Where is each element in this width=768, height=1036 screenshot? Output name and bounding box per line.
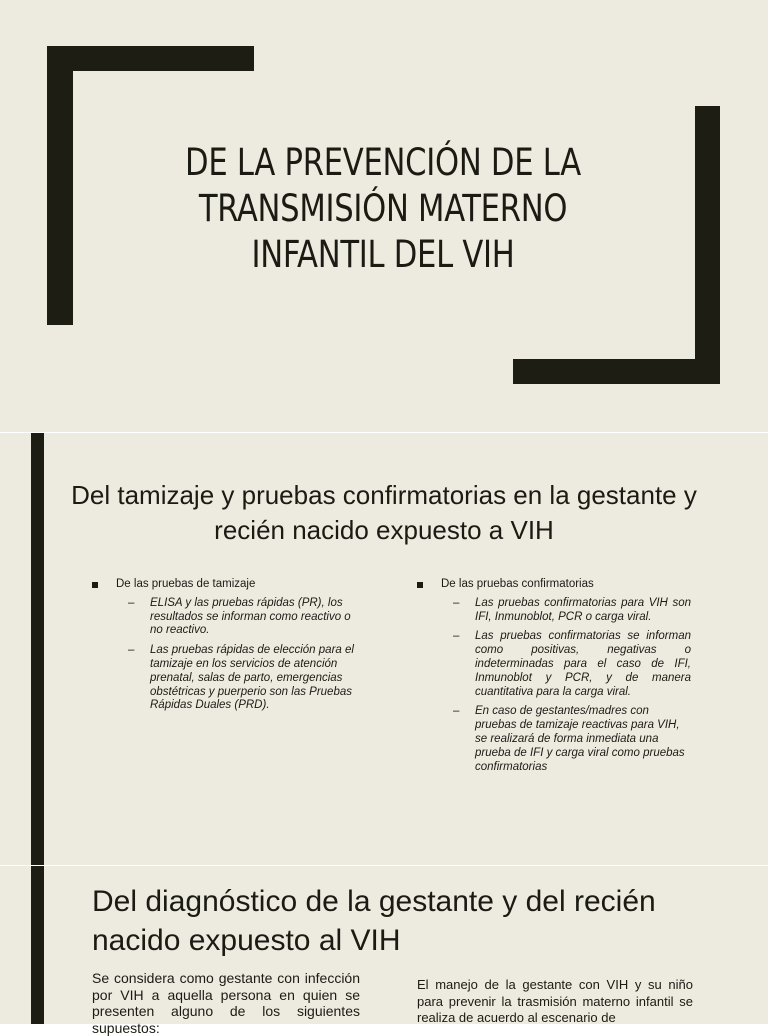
frame-bar-bottom-right-horizontal	[513, 359, 720, 384]
list-item: – Las pruebas rápidas de elección para el tamizaje en los servicios de atención prenatal, salas de parto, emergencias obstétricas y puerperio son las Pruebas Rápidas Duales (PRD).	[128, 644, 354, 712]
left-accent-bar	[31, 866, 44, 1024]
square-bullet-icon	[92, 582, 98, 588]
management-paragraph: El manejo de la gestante con VIH y su niño para prevenir la trasmisión materno infantil se realiza de acuerdo al escenario de	[417, 977, 693, 1025]
section-title: Del tamizaje y pruebas confirmatorias en la gestante y recién nacido expuesto a VIH	[71, 480, 697, 545]
list-item: – ELISA y las pruebas rápidas (PR), los resultados se informan como reactivo o no reactivo.	[128, 596, 351, 637]
definition-paragraph: Se considera como gestante con infección por VIH a aquella persona en quien se presenten alguno de los siguientes supuestos:	[92, 970, 360, 1036]
list-item: – En caso de gestantes/madres con pruebas de tamizaje reactivas para VIH, se realizará de forma inmediata una prueba de IFI y carga viral como pruebas confirmatorias	[453, 705, 685, 773]
frame-bar-top-left-vertical	[47, 46, 73, 325]
slide-title: DE LA PREVENCIÓN DE LA TRANSMISIÓN MATERNO INFANTIL DEL VIH	[185, 141, 581, 276]
frame-bar-bottom-right-vertical	[695, 106, 720, 384]
square-bullet-icon	[417, 582, 423, 588]
bullet-heading: De las pruebas de tamizaje	[92, 578, 366, 592]
confirmatory-column	[417, 578, 691, 780]
list-item: – Las pruebas confirmatorias se informan como positivas, negativas o indeterminadas para el caso de IFI, Inmunoblot y PCR, y de manera cuantitativa para la carga viral.	[453, 630, 691, 698]
diagnosis-slide	[0, 866, 768, 1036]
list-item: – Las pruebas confirmatorias para VIH son IFI, Inmunoblot, PCR o carga viral.	[453, 596, 691, 623]
title-slide	[0, 0, 768, 432]
section-title: Del diagnóstico de la gestante y del recién nacido expuesto al VIH	[92, 885, 656, 957]
frame-bar-top-left-horizontal	[47, 46, 254, 71]
bullet-heading: De las pruebas confirmatorias	[417, 578, 691, 592]
left-accent-bar	[31, 433, 44, 865]
screening-column	[92, 578, 366, 719]
